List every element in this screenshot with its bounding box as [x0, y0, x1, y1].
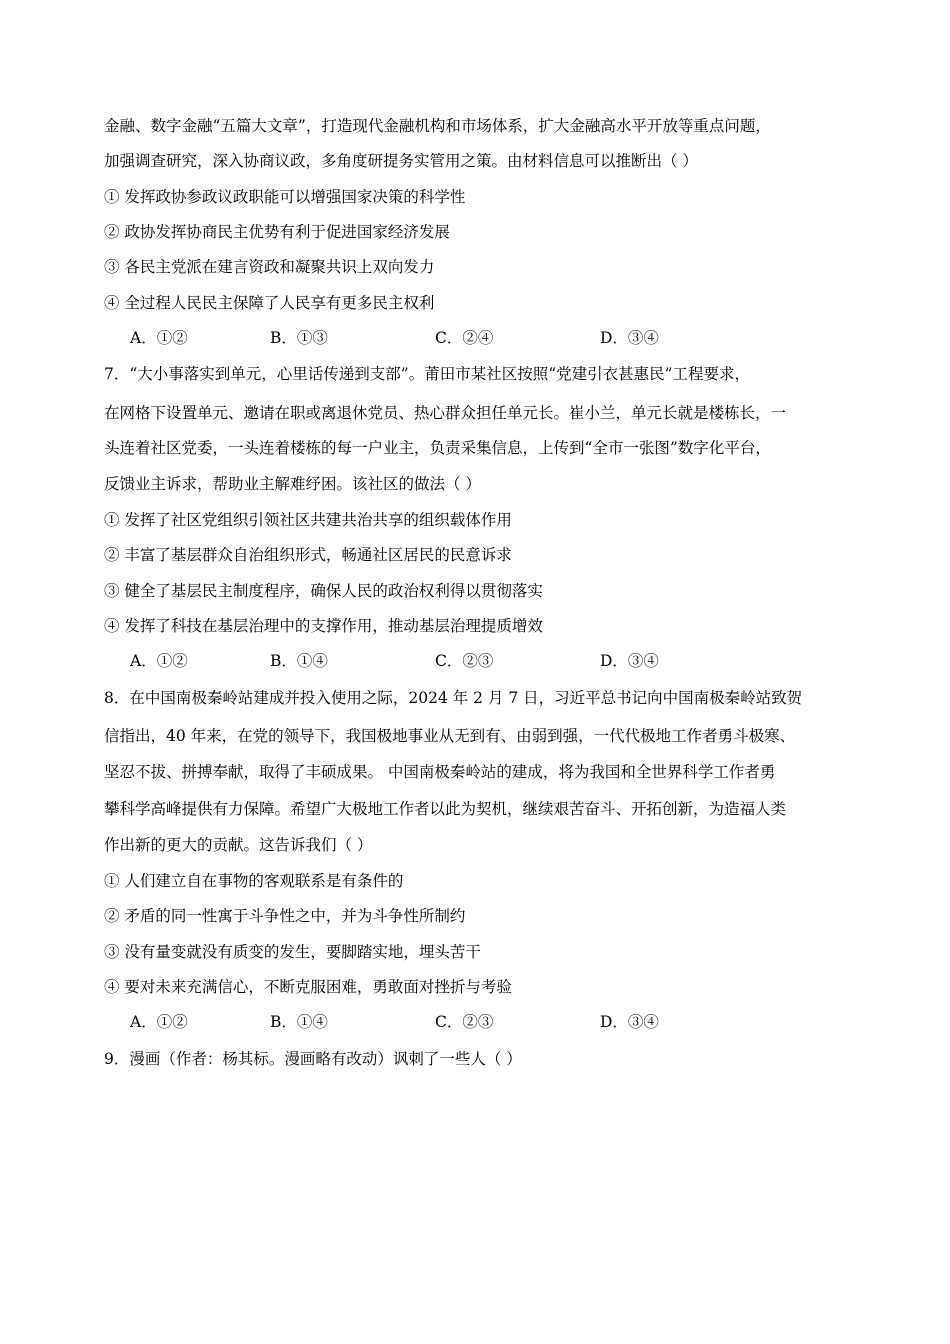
q8-choice-4: ④ 要对未来充满信心，不断克服困难，勇敢面对挫折与考验 — [104, 978, 512, 996]
q6-options — [130, 328, 830, 348]
q7-option-c[interactable]: C．②③ — [435, 652, 494, 670]
q8-option-b[interactable]: B．①④ — [270, 1013, 328, 1031]
q7-choice-3: ③ 健全了基层民主制度程序，确保人民的政治权利得以贯彻落实 — [104, 582, 543, 600]
q7-choice-2: ② 丰富了基层群众自治组织形式，畅通社区居民的民意诉求 — [104, 546, 512, 564]
q8-stem-line-4: 攀科学高峰提供有力保障。希望广大极地工作者以此为契机，继续艰苦奋斗、开拓创新，为造福人类 — [104, 800, 787, 818]
q6-choice-3: ③ 各民主党派在建言资政和凝聚共识上双向发力 — [104, 258, 435, 276]
q7-option-b[interactable]: B．①④ — [270, 652, 328, 670]
q6-choice-4: ④ 全过程人民民主保障了人民享有更多民主权利 — [104, 294, 435, 312]
q6-choice-1: ① 发挥政协参政议政职能可以增强国家决策的科学性 — [104, 188, 466, 206]
q8-choice-3: ③ 没有量变就没有质变的发生，要脚踏实地，埋头苦干 — [104, 943, 481, 961]
q7-options — [130, 651, 830, 671]
q7-option-d[interactable]: D．③④ — [600, 652, 659, 670]
q8-option-d[interactable]: D．③④ — [600, 1013, 659, 1031]
q8-stem-line-2: 信指出，40 年来，在党的领导下，我国极地事业从无到有、由弱到强，一代代极地工作者勇斗极寒、 — [104, 727, 796, 745]
q7-stem-line-2: 在网格下设置单元、邀请在职或离退休党员、热心群众担任单元长。崔小兰，单元长就是楼栋长，一 — [104, 404, 787, 422]
q7-stem-line-3: 头连着社区党委，一头连着楼栋的每一户业主，负责采集信息，上传到“全市一张图”数字化平台， — [104, 439, 771, 457]
q7-choice-4: ④ 发挥了科技在基层治理中的支撑作用，推动基层治理提质增效 — [104, 617, 543, 635]
q7-stem-line-4: 反馈业主诉求，帮助业主解难纾困。该社区的做法（ ） — [104, 475, 481, 493]
q8-choice-2: ② 矛盾的同一性寓于斗争性之中，并为斗争性所制约 — [104, 907, 466, 925]
q7-option-a[interactable]: A．①② — [130, 652, 188, 670]
q8-option-c[interactable]: C．②③ — [435, 1013, 494, 1031]
q9-stem: 9．漫画（作者：杨其标。漫画略有改动）讽刺了一些人（ ） — [104, 1050, 522, 1068]
q8-option-a[interactable]: A．①② — [130, 1013, 188, 1031]
q6-stem-line-1: 金融、数字金融“五篇大文章”，打造现代金融机构和市场体系，扩大金融高水平开放等重点问题， — [104, 117, 771, 135]
q7-choice-1: ① 发挥了社区党组织引领社区共建共治共享的组织载体作用 — [104, 511, 512, 529]
q6-stem-line-2: 加强调查研究，深入协商议政，多角度研提务实管用之策。由材料信息可以推断出（ ） — [104, 152, 698, 170]
q8-stem-line-3: 坚忍不拔、拼搏奉献，取得了丰硕成果。 中国南极秦岭站的建成，将为我国和全世界科学工作者勇 — [104, 763, 776, 781]
q8-stem-line-5: 作出新的更大的贡献。这告诉我们（ ） — [104, 836, 373, 854]
q8-choice-1: ① 人们建立自在事物的客观联系是有条件的 — [104, 872, 404, 890]
q6-choice-2: ② 政协发挥协商民主优势有利于促进国家经济发展 — [104, 223, 450, 241]
q6-option-b[interactable]: B．①③ — [270, 329, 328, 347]
q8-stem-line-1: 8．在中国南极秦岭站建成并投入使用之际，2024 年 2 月 7 日，习近平总书记向中国南极秦岭站致贺 — [104, 689, 803, 707]
q6-option-c[interactable]: C．②④ — [435, 329, 494, 347]
q6-option-a[interactable]: A．①② — [130, 329, 188, 347]
q8-options — [130, 1012, 830, 1032]
q6-option-d[interactable]: D．③④ — [600, 329, 659, 347]
q7-stem-line-1: 7．“大小事落实到单元，心里话传递到支部”。莆田市某社区按照“党建引衣甚惠民”工程要求， — [104, 365, 751, 383]
